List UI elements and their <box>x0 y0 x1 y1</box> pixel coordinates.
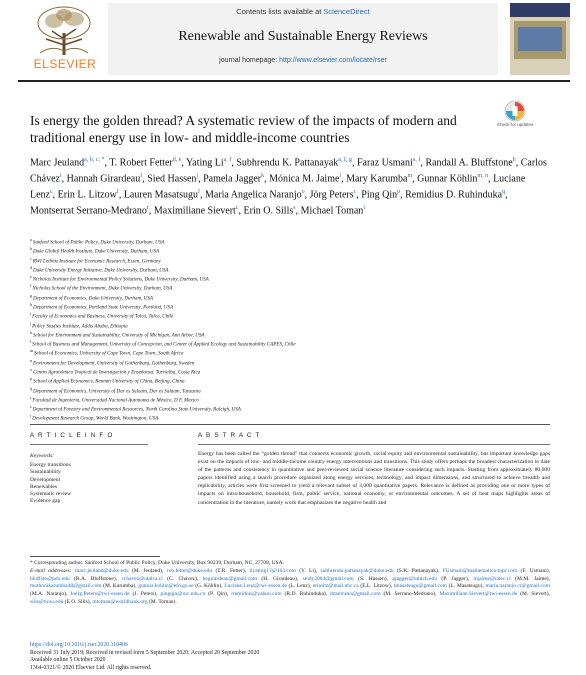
affiliation-item: $^m$ School of Economics, University of Cape Town, Cape Town, South Africa <box>30 348 184 358</box>
email-link[interactable]: sills@ncsu.edu <box>30 598 64 605</box>
author-name[interactable]: Erin O. Sills <box>243 205 294 217</box>
email-link[interactable]: lmasatsugu@gmail.com <box>393 583 447 590</box>
author-affiliation-marker[interactable]: c <box>353 188 357 195</box>
email-link[interactable]: rob.fetter@duke.edu <box>166 567 213 574</box>
author-name[interactable]: Mónica M. Jaime <box>269 173 340 185</box>
author-affiliation-marker[interactable]: q <box>502 188 506 195</box>
author-affiliation-marker[interactable]: c <box>235 204 239 211</box>
article-title: Is energy the golden thread? A systematic review of the impacts of modern and traditional energy use in low- and middle-income countries <box>30 113 457 145</box>
elsevier-wordmark: ELSEVIER <box>33 57 97 71</box>
corresponding-author-note: * Corresponding author. Sanford School of Public Policy, Duke University, Box 90239, Durham, NC, 27708, USA. <box>30 560 284 566</box>
elsevier-tree-icon <box>32 5 96 57</box>
email-link[interactable]: erinlitz@mail.ubc.ca <box>312 583 359 590</box>
header-rule <box>18 80 570 82</box>
author-affiliation-marker[interactable]: m <box>407 172 413 179</box>
email-link[interactable]: mtserrano@gmail.com <box>330 591 381 598</box>
author-name[interactable]: Jörg Peters <box>309 189 354 201</box>
email-link[interactable]: liyating13@163.com <box>249 567 296 574</box>
affiliation-item: $^a$ Sanford School of Public Policy, Duke University, Durham, USA <box>30 237 165 246</box>
footnote-rule <box>30 556 160 557</box>
email-link[interactable]: gunnar.kohlin@efd.gu.se <box>138 583 194 590</box>
author-name[interactable]: Remidius D. Ruhinduka <box>405 189 503 201</box>
keyword-item: Systematic review <box>30 491 72 498</box>
affiliation-item: $^k$ School for Environment and Sustainability, University of Michigan, Ann Arbor, USA <box>30 329 205 339</box>
author-affiliation-marker[interactable]: r <box>146 204 149 211</box>
author-affiliation-marker[interactable]: o <box>301 188 305 195</box>
keyword-list <box>30 462 148 505</box>
section-rule <box>30 424 550 425</box>
author-affiliation-marker[interactable]: c <box>50 188 53 195</box>
author-affiliation-marker[interactable]: d, e <box>172 157 182 163</box>
affiliation-item: $^g$ Department of Economics, Duke University, Durham, USA <box>30 292 154 302</box>
affiliation-item: $^b$ Duke Global Health Institute, Duke University, Durham, USA <box>30 246 160 255</box>
author-name[interactable]: Marc Jeuland <box>30 157 85 169</box>
author-affiliation-marker[interactable]: l <box>339 172 342 179</box>
author-name[interactable]: Randall A. Bluffstone <box>425 157 513 169</box>
keyword-item: Development <box>30 476 61 483</box>
author-name[interactable]: Hannah Girardeau <box>66 173 141 185</box>
author-affiliation-marker[interactable]: j <box>196 172 199 179</box>
keywords-title: Keywords: <box>30 453 55 459</box>
author-name[interactable]: Michael Toman <box>300 205 364 217</box>
article-info-rule <box>30 444 148 445</box>
author-affiliation-marker[interactable]: a, b, c, * <box>84 157 105 163</box>
author-name[interactable]: Ping Qin <box>361 189 398 201</box>
affiliation-item: $^n$ Environment for Development, University of Gothenburg, Gothenburg, Sweden <box>30 357 195 367</box>
journal-cover-thumbnail[interactable] <box>510 3 570 75</box>
abstract-text: Energy has been called the “golden thread” that connects economic growth, social equity and environmental sustainability, but important knowledge gaps exist on the impacts of low- and middle-income country energy interventions and transitions. This study offers perhaps the broadest characterization to date of the patterns and consistency in quantitative and peer-reviewed social science literature considering such impacts. Starting from approximately 80,000 papers identified using a search procedure organized along energy services, technology, and impact dimensions, and structured to achieve breadth and replicability, articles were first screened to yield a relevant subset of 3,000 quantitative papers. Relevance is defined as providing one or more types of impacts on intra-household, household, firm, public service, national economy, or environmental outcomes. A set of heat maps highlights areas of concentration in the literature, namely work that emphasizes the negative health and <box>198 451 550 506</box>
author-name[interactable]: Mary Karumba <box>346 173 408 185</box>
author-name[interactable]: Maximiliane Sievert <box>153 205 236 217</box>
keywords-block <box>30 453 148 505</box>
email-link[interactable]: seidy2004@gmail.com <box>302 575 354 582</box>
author-affiliation-marker[interactable]: i <box>60 172 62 179</box>
affiliation-list <box>30 237 550 423</box>
author-affiliation-marker[interactable]: a, f, g <box>338 157 352 163</box>
copyright: 1364-0321/© 2020 Elsevier Ltd. All rights reserved. <box>30 664 152 671</box>
affiliation-item: $^e$ Nicholas Institute for Environmental Policy Solutions, Duke University, Durham, USA <box>30 274 209 283</box>
affiliation-item: $^s$ Department of Forestry and Environmental Resources, North Carolina State University, Raleigh, USA <box>30 404 241 413</box>
email-link[interactable]: subhrendu.pattanayak@duke.edu <box>320 567 394 574</box>
abstract-heading: A B S T R A C T <box>198 432 261 439</box>
journal-name[interactable]: Renewable and Sustainable Energy Reviews <box>178 29 428 44</box>
email-link[interactable]: mjaime@udec.cl <box>473 575 511 582</box>
author-name[interactable]: Gunnar Köhlin <box>417 173 478 185</box>
email-link[interactable]: pjagger@umich.edu <box>392 575 437 582</box>
article-info-heading: A R T I C L E I N F O <box>30 432 114 439</box>
journal-masthead <box>108 3 498 75</box>
email-link[interactable]: cchavez@utalca.cl <box>121 575 163 582</box>
journal-header <box>18 3 570 75</box>
contents-availability <box>108 7 498 16</box>
author-affiliation-marker[interactable]: m, n <box>477 172 489 179</box>
author-affiliation-marker[interactable]: h <box>512 157 516 163</box>
author-name[interactable]: Yating Li <box>186 157 224 169</box>
keyword-item: Energy transitions <box>30 462 71 469</box>
author-name[interactable]: Montserrat Serrano-Medrano <box>30 205 147 217</box>
email-link[interactable]: pingqin@ruc.edu.cn <box>160 591 206 598</box>
received-dates: Received 31 July 2019; Received in revised form 5 September 2020; Accepted 20 September 2020 <box>30 649 260 656</box>
email-link[interactable]: Luciane.Lenz@rwi-essen.de <box>224 583 287 590</box>
author-name[interactable]: Faraz Usmani <box>356 157 413 169</box>
author-name[interactable]: Subhrendu K. Pattanayak <box>236 157 339 169</box>
keyword-item: Renewables <box>30 483 58 490</box>
author-affiliation-marker[interactable]: f <box>197 188 200 195</box>
email-link[interactable]: marc.jeuland@duke.edu <box>74 567 129 574</box>
affiliation-item: $^c$ RWI Leibniz Institute for Economic Research, Essen, Germany <box>30 255 161 265</box>
affiliation-item: $^q$ Department of Economics, University of Dar es Salaam, Dar es Salaam, Tanzania <box>30 385 201 395</box>
email-link[interactable]: FUsmani@mathematica-mpr.com <box>442 567 518 574</box>
author-name[interactable]: Sied Hassen <box>147 173 197 185</box>
doi-link[interactable]: https://doi.org/10.1016/j.rser.2020.110406 <box>30 642 128 648</box>
cover-image-inner <box>518 27 562 51</box>
email-link[interactable]: rremidius@yahoo.com <box>231 591 282 598</box>
author-affiliation-marker[interactable]: a, f <box>412 157 421 163</box>
email-addresses: E-mail addresses: marc.jeuland@duke.edu (M. Jeuland), rob.fetter@duke.edu (T.R. Fetter), liyating13@163.com (Y. Li), subhrendu.pattanayak@duke.edu (S.K. Pattanayak), FUsmani@mathematica-mpr.com (F. Usmani), bluffsto@pdx.edu (R.A. Bluffstone), cchavez@utalca.cl (C. Chávez), hegirardeau@gmail.com (H. Girardeau), seidy2004@gmail.com (S. Hassen), pjagger@umich.edu (P. Jagger), mjaime@udec.cl (M.M. Jaime), muthonikarumba48@gmail.com (M. Karumba), gunnar.kohlin@efd.gu.se (G. Köhlin), Luciane.Lenz@rwi-essen.de (L. Lenz), erinlitz@mail.ubc.ca (E.L. Litzow), lmasatsugu@gmail.com (L. Masatsugu), maria.naranjo.cr@gmail.com (M.A. Naranjo), Joerg.Peters@rwi-essen.de (J. Peters), pingqin@ruc.edu.cn (P. Qin), rremidius@yahoo.com (R.D. Ruhinduka), mtserrano@gmail.com (M. Serrano-Medrano), Maximiliane.Sievert@rwi-essen.de (M. Sievert), sills@ncsu.edu (E.O. Sills), mtoman@worldbank.org (M. Toman). <box>30 567 550 605</box>
author-name[interactable]: Lauren Masatsugu <box>123 189 198 201</box>
crossmark-label[interactable]: Check for updates <box>496 122 534 127</box>
abstract-rule <box>198 444 550 445</box>
email-link[interactable]: muthonikarumba48@gmail.com <box>30 583 102 590</box>
author-list: Marc Jeuland$^{a, b, c, *}$, T. Robert Fetter$^{d, e}$, Yating Li$^{a, f}$, Subhrendu K. Pattanayak$^{a, f, g}$, Faraz Usmani$^{a, f}$, Randall A. Bluffstone$^h$, Carlos Chávez$^i$, Hannah Girardeau$^f$, Sied Hassen$^j$, Pamela Jagger$^k$, Mónica M. Jaime$^l$, Mary Karumba$^m$, Gunnar Köhlin$^{m, n}$, Luciane Lenz$^c$, Erin L. Litzow$^f$, Lauren Masatsugu$^f$, Maria Angelica Naranjo$^o$, Jörg Peters$^c$, Ping Qin$^p$, Remidius D. Ruhinduka$^q$, Montserrat Serrano-Medrano$^r$, Maximiliane Sievert$^c$, Erin O. Sills$^s$, Michael Toman$^t$ <box>30 157 547 217</box>
email-link[interactable]: hegirardeau@gmail.com <box>202 575 257 582</box>
author-name[interactable]: Pamela Jagger <box>203 173 262 185</box>
contents-prefix: Contents lists available at <box>236 7 324 16</box>
affiliation-item: $^f$ Nicholas School of the Environment, Duke University, Durham, USA <box>30 283 173 293</box>
email-link[interactable]: Joerg.Peters@rwi-essen.de <box>70 591 130 598</box>
author-affiliation-marker[interactable]: f <box>116 188 119 195</box>
author-affiliation-marker[interactable]: t <box>363 204 365 211</box>
author-name[interactable]: Erin L. Litzow <box>57 189 117 201</box>
sciencedirect-link[interactable]: ScienceDirect <box>323 7 370 16</box>
author-affiliation-marker[interactable]: s <box>293 204 296 211</box>
author-name[interactable]: T. Robert Fetter <box>109 157 173 169</box>
author-name[interactable]: Luciane Lenz <box>30 173 526 201</box>
author-affiliation-marker[interactable]: f <box>140 172 143 179</box>
affiliation-item: $^d$ Duke University Energy Initiative, Duke University, Durham, USA <box>30 264 169 274</box>
email-link[interactable]: Maximiliane.Sievert@rwi-essen.de <box>439 591 518 598</box>
author-affiliation-marker[interactable]: a, f <box>223 157 232 163</box>
available-online: Available online 5 October 2020 <box>30 657 106 663</box>
keyword-item: Evidence gap <box>30 498 61 505</box>
crossmark-icon[interactable] <box>500 100 530 134</box>
affiliation-item: $^p$ School of Applied Economics, Renmin University of China, Beijing, China <box>30 376 185 385</box>
affiliation-item: $^i$ Faculty of Economics and Business, University of Talca, Talca, Chile <box>30 311 174 320</box>
affiliation-item: $^r$ Facultad de Ingeniería, Universidad Nacional Autónoma de México, D F, Mexico <box>30 394 199 404</box>
affiliation-item: $^j$ Policy Studies Institute, Addis Ababa, Ethiopia <box>30 320 128 330</box>
affiliation-item: $^h$ Department of Economics, Portland State University, Portland, USA <box>30 301 174 311</box>
author-name[interactable]: Carlos Chávez <box>30 157 547 185</box>
cover-band <box>510 3 570 17</box>
homepage-prefix: journal homepage: <box>219 57 280 64</box>
elsevier-logo[interactable] <box>30 5 100 73</box>
homepage-link[interactable]: http://www.elsevier.com/locate/rser <box>279 57 387 64</box>
email-link[interactable]: maria.naranjo.cr@gmail.com <box>485 583 550 590</box>
author-name[interactable]: Maria Angelica Naranjo <box>204 189 302 201</box>
author-affiliation-marker[interactable]: k <box>261 172 265 179</box>
affiliation-item: $^l$ School of Business and Management, University of Concepcion, and Center of Applied Ecology and Sustainability CAPES, Chile <box>30 339 296 348</box>
email-link[interactable]: bluffsto@pdx.edu <box>30 575 70 582</box>
footnotes <box>30 560 550 607</box>
affiliation-item: $^o$ Centro Agronómico Tropical de Investigación y Enseñanza, Turrialba, Costa Rica <box>30 366 201 376</box>
affiliation-item: $^t$ Development Research Group, World Bank, Washington, USA <box>30 413 159 423</box>
publication-info <box>30 642 550 672</box>
journal-homepage <box>108 57 498 64</box>
keyword-item: Sustainability <box>30 469 61 476</box>
email-link[interactable]: mtoman@worldbank.org <box>92 598 148 605</box>
email-label: E-mail addresses: <box>30 567 75 574</box>
author-affiliation-marker[interactable]: p <box>397 188 401 195</box>
